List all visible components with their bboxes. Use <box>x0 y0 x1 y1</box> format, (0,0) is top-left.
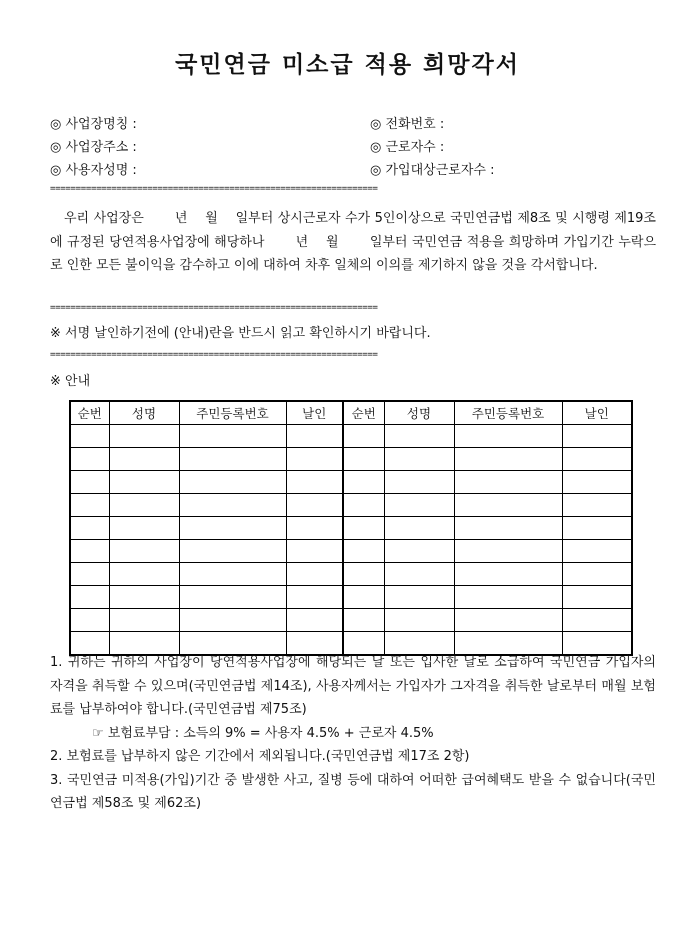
col-header-seal: 날인 <box>562 401 632 425</box>
eligible-count-label: ◎ 가입대상근로자수 : <box>370 163 495 178</box>
table-header-row <box>70 401 632 425</box>
note-2: 2. 보험료를 납부하지 않은 기간에서 제외됩니다.(국민연금법 제17조 2항) <box>50 749 470 764</box>
table-row <box>70 586 632 609</box>
separator-line: ================================================================ <box>50 184 378 194</box>
info-row-2 <box>50 136 650 156</box>
table-body <box>70 425 632 656</box>
pledge-paragraph <box>50 207 656 278</box>
table-row <box>70 425 632 448</box>
col-header-name: 성명 <box>109 401 179 425</box>
employer-name-label: ◎ 사용자성명 : <box>50 163 137 178</box>
col-header-seal: 날인 <box>286 401 343 425</box>
signature-table <box>69 400 633 656</box>
table-row <box>70 494 632 517</box>
col-header-number: 순번 <box>70 401 109 425</box>
table-row <box>70 540 632 563</box>
table-row <box>70 609 632 632</box>
document-title: 국민연금 미소급 적용 희망각서 <box>175 52 520 78</box>
table-row <box>70 517 632 540</box>
table-row <box>70 563 632 586</box>
note-3: 3. 국민연금 미적용(가입)기간 중 발생한 사고, 질병 등에 대하여 어떠한 급여혜택도 받을 수 없습니다(국민연금법 제58조 및 제62조) <box>50 772 656 811</box>
info-row-1 <box>50 113 650 133</box>
pledge-text: 우리 사업장은 년 월 일부터 상시근로자 수가 5인이상으로 국민연금법 제8조 및 시행령 제19조에 규정된 당연적용사업장에 해당하나 년 월 일부터 국민연금 적용을 희망하며 가입기간 누락으로 인한 모든 불이익을 감수하고 이에 대하여 차후 일체의 이의를 제기하지 않을 것을 각서합니다. <box>50 211 656 273</box>
note-1: 1. 귀하는 귀하의 사업장이 당연적용사업장에 해당되는 날 또는 입사한 날로 소급하여 국민연금 가입자의 자격을 취득할 수 있으며(국민연금법 제14조), 사용자께서는 가입자가 그자격을 취득한 날로부터 매월 보험료를 납부하여야 합니다.(국민연금법 제75조) <box>50 655 656 717</box>
info-row-3 <box>50 159 650 179</box>
phone-label: ◎ 전화번호 : <box>370 117 445 132</box>
table-row <box>70 448 632 471</box>
company-name-label: ◎ 사업장명칭 : <box>50 117 137 132</box>
guide-label: ※ 안내 <box>50 374 91 389</box>
worker-count-label: ◎ 근로자수 : <box>370 140 445 155</box>
separator-line: ================================================================ <box>50 303 378 313</box>
company-address-label: ◎ 사업장주소 : <box>50 140 137 155</box>
separator-line: ================================================================ <box>50 350 378 360</box>
col-header-number: 순번 <box>343 401 384 425</box>
col-header-name: 성명 <box>384 401 454 425</box>
col-header-resident-number: 주민등록번호 <box>454 401 562 425</box>
col-header-resident-number: 주민등록번호 <box>179 401 286 425</box>
guide-notes <box>50 651 656 816</box>
notice-text: ※ 서명 날인하기전에 (안내)란을 반드시 읽고 확인하시기 바랍니다. <box>50 326 431 341</box>
table-row <box>70 471 632 494</box>
note-1-premium: ☞ 보험료부담 : 소득의 9% = 사용자 4.5% + 근로자 4.5% <box>92 725 434 741</box>
